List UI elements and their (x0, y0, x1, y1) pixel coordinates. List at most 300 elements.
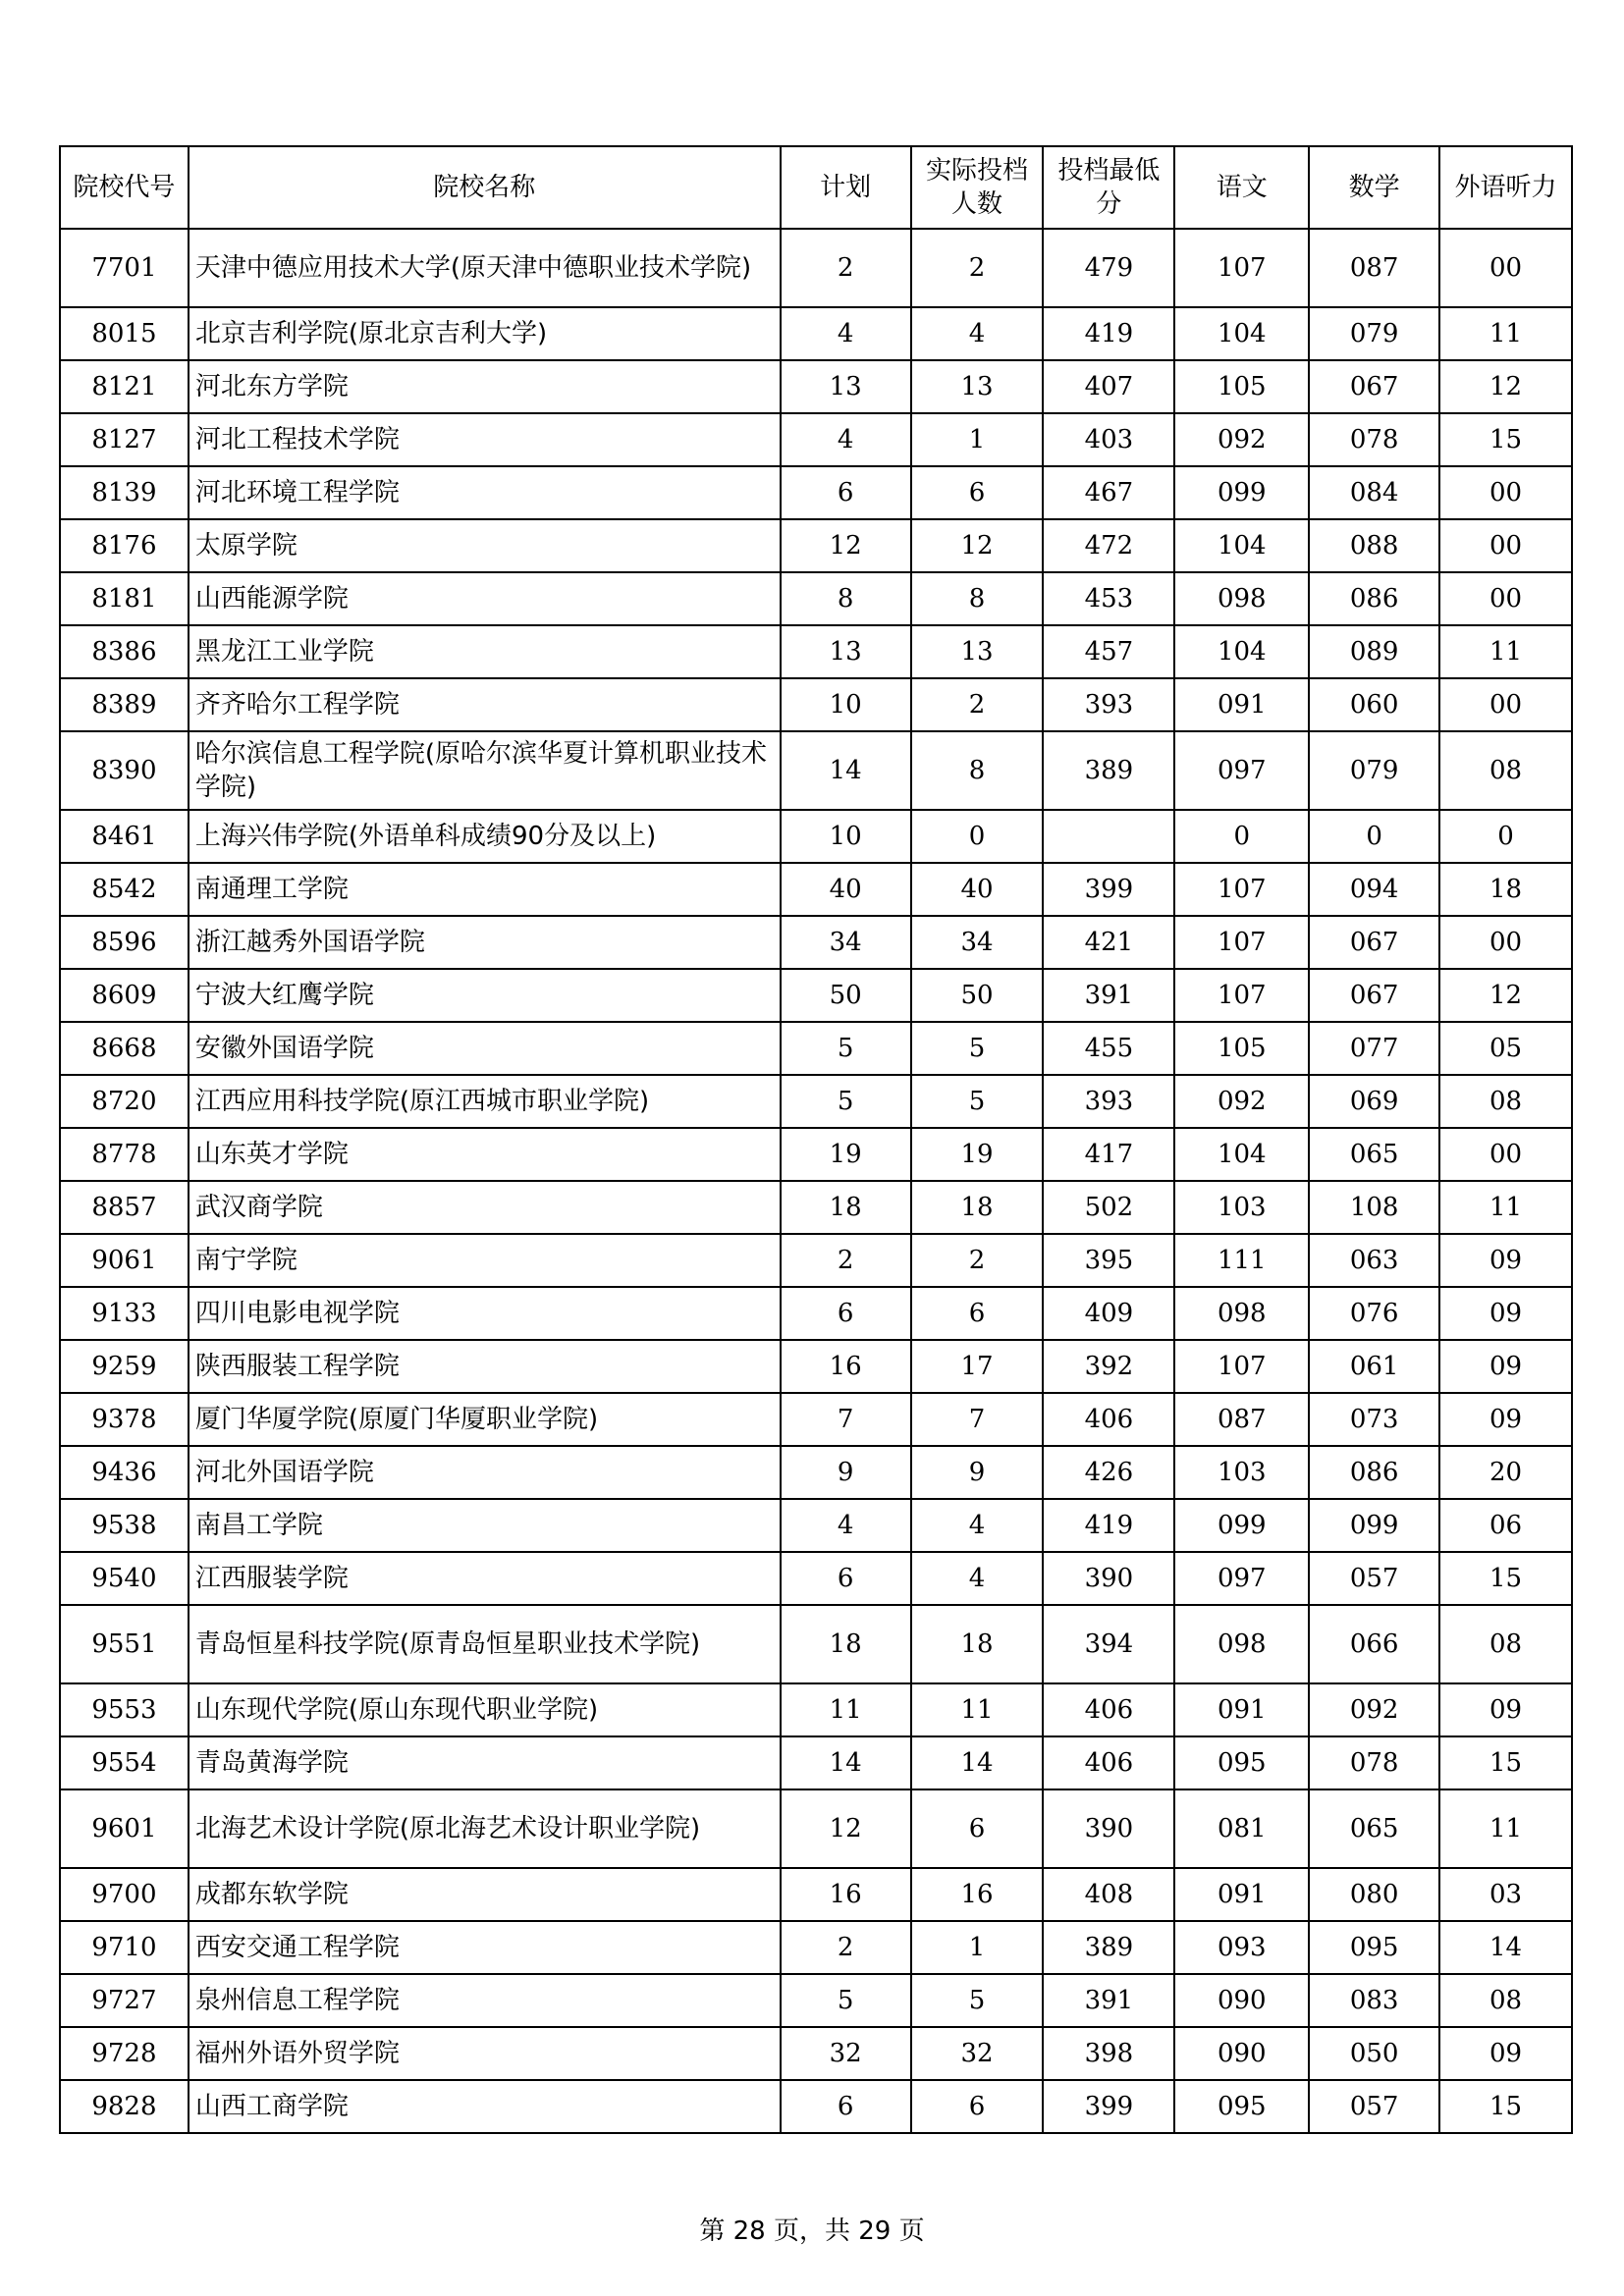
table-row (60, 1128, 1572, 1181)
cell-school-name: 南宁学院 (189, 1234, 781, 1287)
cell-plan: 8 (781, 572, 911, 625)
cell-plan: 5 (781, 1974, 911, 2027)
cell-min-score: 389 (1043, 1921, 1174, 1974)
cell-chinese: 091 (1174, 1683, 1309, 1736)
cell-listening: 15 (1439, 1736, 1572, 1789)
cell-school-name: 青岛恒星科技学院(原青岛恒星职业技术学院) (189, 1605, 781, 1683)
table-row (60, 969, 1572, 1022)
table-row (60, 916, 1572, 969)
table-row (60, 229, 1572, 307)
cell-plan: 6 (781, 466, 911, 519)
cell-school-code: 9727 (60, 1974, 189, 2027)
cell-actual-count: 18 (911, 1181, 1044, 1234)
cell-school-name: 南通理工学院 (189, 863, 781, 916)
cell-min-score: 479 (1043, 229, 1174, 307)
cell-min-score: 409 (1043, 1287, 1174, 1340)
cell-chinese: 093 (1174, 1921, 1309, 1974)
cell-actual-count: 5 (911, 1974, 1044, 2027)
cell-math: 067 (1309, 916, 1439, 969)
cell-listening: 18 (1439, 863, 1572, 916)
cell-math: 066 (1309, 1605, 1439, 1683)
cell-math: 084 (1309, 466, 1439, 519)
cell-actual-count: 17 (911, 1340, 1044, 1393)
cell-min-score: 393 (1043, 678, 1174, 731)
table-row (60, 1736, 1572, 1789)
cell-min-score: 417 (1043, 1128, 1174, 1181)
cell-listening: 09 (1439, 1234, 1572, 1287)
cell-chinese: 0 (1174, 810, 1309, 863)
table-row (60, 1552, 1572, 1605)
cell-chinese: 111 (1174, 1234, 1309, 1287)
cell-school-name: 哈尔滨信息工程学院(原哈尔滨华夏计算机职业技术学院) (189, 731, 781, 810)
table-row (60, 1075, 1572, 1128)
cell-school-name: 齐齐哈尔工程学院 (189, 678, 781, 731)
cell-school-code: 8390 (60, 731, 189, 810)
cell-math: 065 (1309, 1789, 1439, 1868)
cell-min-score: 398 (1043, 2027, 1174, 2080)
cell-plan: 4 (781, 1499, 911, 1552)
cell-school-code: 8461 (60, 810, 189, 863)
cell-actual-count: 14 (911, 1736, 1044, 1789)
cell-chinese: 107 (1174, 229, 1309, 307)
cell-plan: 13 (781, 625, 911, 678)
header-listening: 外语听力 (1439, 146, 1572, 229)
cell-math: 095 (1309, 1921, 1439, 1974)
table-row (60, 572, 1572, 625)
header-school-code: 院校代号 (60, 146, 189, 229)
cell-school-code: 9540 (60, 1552, 189, 1605)
cell-listening: 00 (1439, 1128, 1572, 1181)
cell-min-score: 408 (1043, 1868, 1174, 1921)
cell-actual-count: 0 (911, 810, 1044, 863)
cell-school-code: 9538 (60, 1499, 189, 1552)
cell-chinese: 107 (1174, 1340, 1309, 1393)
cell-plan: 18 (781, 1181, 911, 1234)
cell-actual-count: 40 (911, 863, 1044, 916)
cell-listening: 08 (1439, 1075, 1572, 1128)
cell-math: 061 (1309, 1340, 1439, 1393)
cell-school-name: 安徽外国语学院 (189, 1022, 781, 1075)
cell-listening: 11 (1439, 1789, 1572, 1868)
table-row (60, 307, 1572, 360)
cell-school-code: 8609 (60, 969, 189, 1022)
cell-actual-count: 5 (911, 1022, 1044, 1075)
cell-school-name: 青岛黄海学院 (189, 1736, 781, 1789)
cell-actual-count: 2 (911, 229, 1044, 307)
cell-plan: 12 (781, 519, 911, 572)
cell-min-score: 394 (1043, 1605, 1174, 1683)
page-footer: 第 28 页，共 29 页 (699, 2216, 925, 2246)
cell-listening: 00 (1439, 678, 1572, 731)
table-row (60, 1499, 1572, 1552)
cell-plan: 16 (781, 1868, 911, 1921)
cell-min-score: 392 (1043, 1340, 1174, 1393)
cell-actual-count: 5 (911, 1075, 1044, 1128)
cell-actual-count: 6 (911, 1287, 1044, 1340)
header-math: 数学 (1309, 146, 1439, 229)
table-row (60, 466, 1572, 519)
cell-plan: 32 (781, 2027, 911, 2080)
cell-plan: 14 (781, 1736, 911, 1789)
cell-actual-count: 16 (911, 1868, 1044, 1921)
cell-school-name: 河北环境工程学院 (189, 466, 781, 519)
cell-plan: 19 (781, 1128, 911, 1181)
cell-chinese: 104 (1174, 307, 1309, 360)
cell-listening: 12 (1439, 360, 1572, 413)
cell-listening: 00 (1439, 229, 1572, 307)
cell-math: 092 (1309, 1683, 1439, 1736)
table-row (60, 625, 1572, 678)
cell-school-code: 9700 (60, 1868, 189, 1921)
cell-chinese: 091 (1174, 678, 1309, 731)
cell-school-name: 宁波大红鹰学院 (189, 969, 781, 1022)
cell-school-code: 9061 (60, 1234, 189, 1287)
cell-actual-count: 19 (911, 1128, 1044, 1181)
cell-school-name: 南昌工学院 (189, 1499, 781, 1552)
cell-school-code: 8542 (60, 863, 189, 916)
table-row (60, 1393, 1572, 1446)
cell-plan: 11 (781, 1683, 911, 1736)
cell-school-name: 山东英才学院 (189, 1128, 781, 1181)
cell-actual-count: 6 (911, 1789, 1044, 1868)
cell-math: 094 (1309, 863, 1439, 916)
header-plan: 计划 (781, 146, 911, 229)
cell-actual-count: 11 (911, 1683, 1044, 1736)
cell-listening: 09 (1439, 1683, 1572, 1736)
cell-plan: 6 (781, 1552, 911, 1605)
cell-actual-count: 34 (911, 916, 1044, 969)
table-row (60, 2080, 1572, 2133)
cell-listening: 00 (1439, 572, 1572, 625)
cell-actual-count: 8 (911, 731, 1044, 810)
cell-math: 089 (1309, 625, 1439, 678)
cell-school-code: 9259 (60, 1340, 189, 1393)
cell-min-score: 426 (1043, 1446, 1174, 1499)
cell-math: 087 (1309, 229, 1439, 307)
table-row (60, 1605, 1572, 1683)
cell-math: 080 (1309, 1868, 1439, 1921)
cell-school-code: 8389 (60, 678, 189, 731)
cell-chinese: 097 (1174, 731, 1309, 810)
cell-chinese: 103 (1174, 1446, 1309, 1499)
cell-chinese: 095 (1174, 2080, 1309, 2133)
table-row (60, 1234, 1572, 1287)
cell-math: 069 (1309, 1075, 1439, 1128)
cell-min-score (1043, 810, 1174, 863)
cell-school-name: 福州外语外贸学院 (189, 2027, 781, 2080)
cell-chinese: 105 (1174, 1022, 1309, 1075)
cell-listening: 00 (1439, 466, 1572, 519)
cell-school-code: 8015 (60, 307, 189, 360)
cell-school-code: 8121 (60, 360, 189, 413)
cell-listening: 14 (1439, 1921, 1572, 1974)
cell-min-score: 390 (1043, 1552, 1174, 1605)
table-row (60, 1868, 1572, 1921)
table-row (60, 360, 1572, 413)
cell-plan: 40 (781, 863, 911, 916)
cell-chinese: 098 (1174, 572, 1309, 625)
cell-listening: 08 (1439, 1974, 1572, 2027)
cell-actual-count: 18 (911, 1605, 1044, 1683)
table-row (60, 519, 1572, 572)
cell-min-score: 393 (1043, 1075, 1174, 1128)
cell-chinese: 099 (1174, 1499, 1309, 1552)
cell-actual-count: 4 (911, 307, 1044, 360)
cell-school-code: 8127 (60, 413, 189, 466)
cell-min-score: 389 (1043, 731, 1174, 810)
table-row (60, 1921, 1572, 1974)
table-row (60, 1181, 1572, 1234)
cell-math: 083 (1309, 1974, 1439, 2027)
cell-plan: 6 (781, 2080, 911, 2133)
cell-actual-count: 6 (911, 466, 1044, 519)
cell-chinese: 107 (1174, 969, 1309, 1022)
cell-chinese: 105 (1174, 360, 1309, 413)
cell-listening: 09 (1439, 1340, 1572, 1393)
cell-actual-count: 1 (911, 413, 1044, 466)
cell-school-name: 河北外国语学院 (189, 1446, 781, 1499)
cell-chinese: 095 (1174, 1736, 1309, 1789)
header-school-name: 院校名称 (189, 146, 781, 229)
cell-chinese: 092 (1174, 1075, 1309, 1128)
cell-plan: 50 (781, 969, 911, 1022)
cell-chinese: 081 (1174, 1789, 1309, 1868)
cell-math: 077 (1309, 1022, 1439, 1075)
cell-school-code: 9133 (60, 1287, 189, 1340)
cell-plan: 34 (781, 916, 911, 969)
cell-listening: 08 (1439, 731, 1572, 810)
cell-school-name: 西安交通工程学院 (189, 1921, 781, 1974)
cell-school-code: 9554 (60, 1736, 189, 1789)
cell-actual-count: 4 (911, 1499, 1044, 1552)
cell-plan: 4 (781, 413, 911, 466)
cell-chinese: 104 (1174, 625, 1309, 678)
cell-math: 073 (1309, 1393, 1439, 1446)
cell-math: 0 (1309, 810, 1439, 863)
cell-math: 067 (1309, 360, 1439, 413)
cell-listening: 15 (1439, 413, 1572, 466)
table-row (60, 1022, 1572, 1075)
cell-listening: 12 (1439, 969, 1572, 1022)
cell-chinese: 090 (1174, 1974, 1309, 2027)
cell-chinese: 092 (1174, 413, 1309, 466)
cell-min-score: 457 (1043, 625, 1174, 678)
cell-actual-count: 1 (911, 1921, 1044, 1974)
cell-actual-count: 13 (911, 625, 1044, 678)
cell-school-code: 9728 (60, 2027, 189, 2080)
cell-min-score: 502 (1043, 1181, 1174, 1234)
cell-plan: 2 (781, 1921, 911, 1974)
cell-min-score: 453 (1043, 572, 1174, 625)
cell-min-score: 399 (1043, 863, 1174, 916)
cell-plan: 7 (781, 1393, 911, 1446)
table-row (60, 413, 1572, 466)
cell-min-score: 419 (1043, 1499, 1174, 1552)
cell-listening: 15 (1439, 1552, 1572, 1605)
cell-listening: 20 (1439, 1446, 1572, 1499)
header-min-score: 投档最低分 (1043, 146, 1174, 229)
cell-school-name: 泉州信息工程学院 (189, 1974, 781, 2027)
cell-school-code: 8181 (60, 572, 189, 625)
cell-school-code: 8668 (60, 1022, 189, 1075)
cell-listening: 09 (1439, 2027, 1572, 2080)
cell-math: 057 (1309, 1552, 1439, 1605)
cell-school-name: 河北工程技术学院 (189, 413, 781, 466)
cell-min-score: 390 (1043, 1789, 1174, 1868)
cell-school-name: 黑龙江工业学院 (189, 625, 781, 678)
table-row (60, 731, 1572, 810)
cell-actual-count: 4 (911, 1552, 1044, 1605)
cell-min-score: 391 (1043, 969, 1174, 1022)
cell-school-name: 山西能源学院 (189, 572, 781, 625)
cell-math: 108 (1309, 1181, 1439, 1234)
table-row (60, 1446, 1572, 1499)
table-row (60, 1974, 1572, 2027)
cell-plan: 2 (781, 1234, 911, 1287)
cell-actual-count: 8 (911, 572, 1044, 625)
cell-school-name: 武汉商学院 (189, 1181, 781, 1234)
cell-school-name: 北京吉利学院(原北京吉利大学) (189, 307, 781, 360)
cell-math: 060 (1309, 678, 1439, 731)
table-row (60, 1789, 1572, 1868)
cell-school-name: 山东现代学院(原山东现代职业学院) (189, 1683, 781, 1736)
cell-listening: 09 (1439, 1287, 1572, 1340)
header-actual-count: 实际投档人数 (911, 146, 1044, 229)
cell-chinese: 107 (1174, 863, 1309, 916)
cell-min-score: 399 (1043, 2080, 1174, 2133)
cell-school-code: 7701 (60, 229, 189, 307)
cell-school-code: 8176 (60, 519, 189, 572)
cell-school-code: 9601 (60, 1789, 189, 1868)
cell-math: 078 (1309, 1736, 1439, 1789)
cell-actual-count: 7 (911, 1393, 1044, 1446)
cell-math: 050 (1309, 2027, 1439, 2080)
cell-plan: 13 (781, 360, 911, 413)
cell-math: 065 (1309, 1128, 1439, 1181)
cell-school-name: 成都东软学院 (189, 1868, 781, 1921)
cell-plan: 6 (781, 1287, 911, 1340)
cell-chinese: 097 (1174, 1552, 1309, 1605)
table-row (60, 1287, 1572, 1340)
cell-chinese: 091 (1174, 1868, 1309, 1921)
cell-school-name: 四川电影电视学院 (189, 1287, 781, 1340)
cell-listening: 15 (1439, 2080, 1572, 2133)
cell-min-score: 403 (1043, 413, 1174, 466)
cell-min-score: 467 (1043, 466, 1174, 519)
cell-chinese: 099 (1174, 466, 1309, 519)
cell-plan: 9 (781, 1446, 911, 1499)
cell-school-code: 9378 (60, 1393, 189, 1446)
cell-school-name: 河北东方学院 (189, 360, 781, 413)
cell-actual-count: 50 (911, 969, 1044, 1022)
cell-school-name: 陕西服装工程学院 (189, 1340, 781, 1393)
cell-plan: 16 (781, 1340, 911, 1393)
cell-school-code: 9553 (60, 1683, 189, 1736)
cell-school-name: 江西服装学院 (189, 1552, 781, 1605)
cell-listening: 11 (1439, 307, 1572, 360)
cell-math: 057 (1309, 2080, 1439, 2133)
admission-table (59, 145, 1573, 2134)
cell-math: 088 (1309, 519, 1439, 572)
cell-school-code: 8139 (60, 466, 189, 519)
cell-math: 086 (1309, 1446, 1439, 1499)
table-row (60, 810, 1572, 863)
cell-chinese: 098 (1174, 1605, 1309, 1683)
cell-actual-count: 32 (911, 2027, 1044, 2080)
cell-listening: 00 (1439, 519, 1572, 572)
cell-plan: 4 (781, 307, 911, 360)
cell-school-name: 天津中德应用技术大学(原天津中德职业技术学院) (189, 229, 781, 307)
cell-listening: 11 (1439, 625, 1572, 678)
cell-listening: 11 (1439, 1181, 1572, 1234)
cell-chinese: 104 (1174, 519, 1309, 572)
cell-plan: 5 (781, 1075, 911, 1128)
cell-math: 079 (1309, 731, 1439, 810)
cell-school-code: 8778 (60, 1128, 189, 1181)
cell-school-code: 8857 (60, 1181, 189, 1234)
cell-min-score: 406 (1043, 1393, 1174, 1446)
cell-school-name: 江西应用科技学院(原江西城市职业学院) (189, 1075, 781, 1128)
cell-school-name: 山西工商学院 (189, 2080, 781, 2133)
header-chinese: 语文 (1174, 146, 1309, 229)
cell-min-score: 455 (1043, 1022, 1174, 1075)
cell-school-name: 太原学院 (189, 519, 781, 572)
table-header-row (60, 146, 1572, 229)
cell-chinese: 087 (1174, 1393, 1309, 1446)
cell-math: 079 (1309, 307, 1439, 360)
cell-listening: 05 (1439, 1022, 1572, 1075)
cell-listening: 06 (1439, 1499, 1572, 1552)
cell-chinese: 107 (1174, 916, 1309, 969)
cell-actual-count: 13 (911, 360, 1044, 413)
cell-school-code: 9551 (60, 1605, 189, 1683)
cell-plan: 5 (781, 1022, 911, 1075)
cell-min-score: 395 (1043, 1234, 1174, 1287)
cell-chinese: 090 (1174, 2027, 1309, 2080)
cell-school-code: 8596 (60, 916, 189, 969)
cell-listening: 00 (1439, 916, 1572, 969)
cell-listening: 03 (1439, 1868, 1572, 1921)
cell-plan: 2 (781, 229, 911, 307)
cell-actual-count: 2 (911, 678, 1044, 731)
cell-min-score: 407 (1043, 360, 1174, 413)
table-row (60, 863, 1572, 916)
cell-school-code: 8386 (60, 625, 189, 678)
cell-math: 076 (1309, 1287, 1439, 1340)
cell-school-code: 9436 (60, 1446, 189, 1499)
cell-school-name: 浙江越秀外国语学院 (189, 916, 781, 969)
cell-plan: 18 (781, 1605, 911, 1683)
cell-min-score: 406 (1043, 1683, 1174, 1736)
cell-school-name: 上海兴伟学院(外语单科成绩90分及以上) (189, 810, 781, 863)
cell-school-code: 8720 (60, 1075, 189, 1128)
cell-min-score: 421 (1043, 916, 1174, 969)
table-row (60, 1340, 1572, 1393)
cell-chinese: 098 (1174, 1287, 1309, 1340)
cell-math: 086 (1309, 572, 1439, 625)
cell-school-name: 厦门华厦学院(原厦门华厦职业学院) (189, 1393, 781, 1446)
cell-plan: 14 (781, 731, 911, 810)
cell-school-code: 9828 (60, 2080, 189, 2133)
cell-listening: 0 (1439, 810, 1572, 863)
cell-actual-count: 6 (911, 2080, 1044, 2133)
cell-school-code: 9710 (60, 1921, 189, 1974)
cell-min-score: 391 (1043, 1974, 1174, 2027)
cell-plan: 10 (781, 810, 911, 863)
cell-plan: 10 (781, 678, 911, 731)
cell-school-name: 北海艺术设计学院(原北海艺术设计职业学院) (189, 1789, 781, 1868)
cell-actual-count: 2 (911, 1234, 1044, 1287)
